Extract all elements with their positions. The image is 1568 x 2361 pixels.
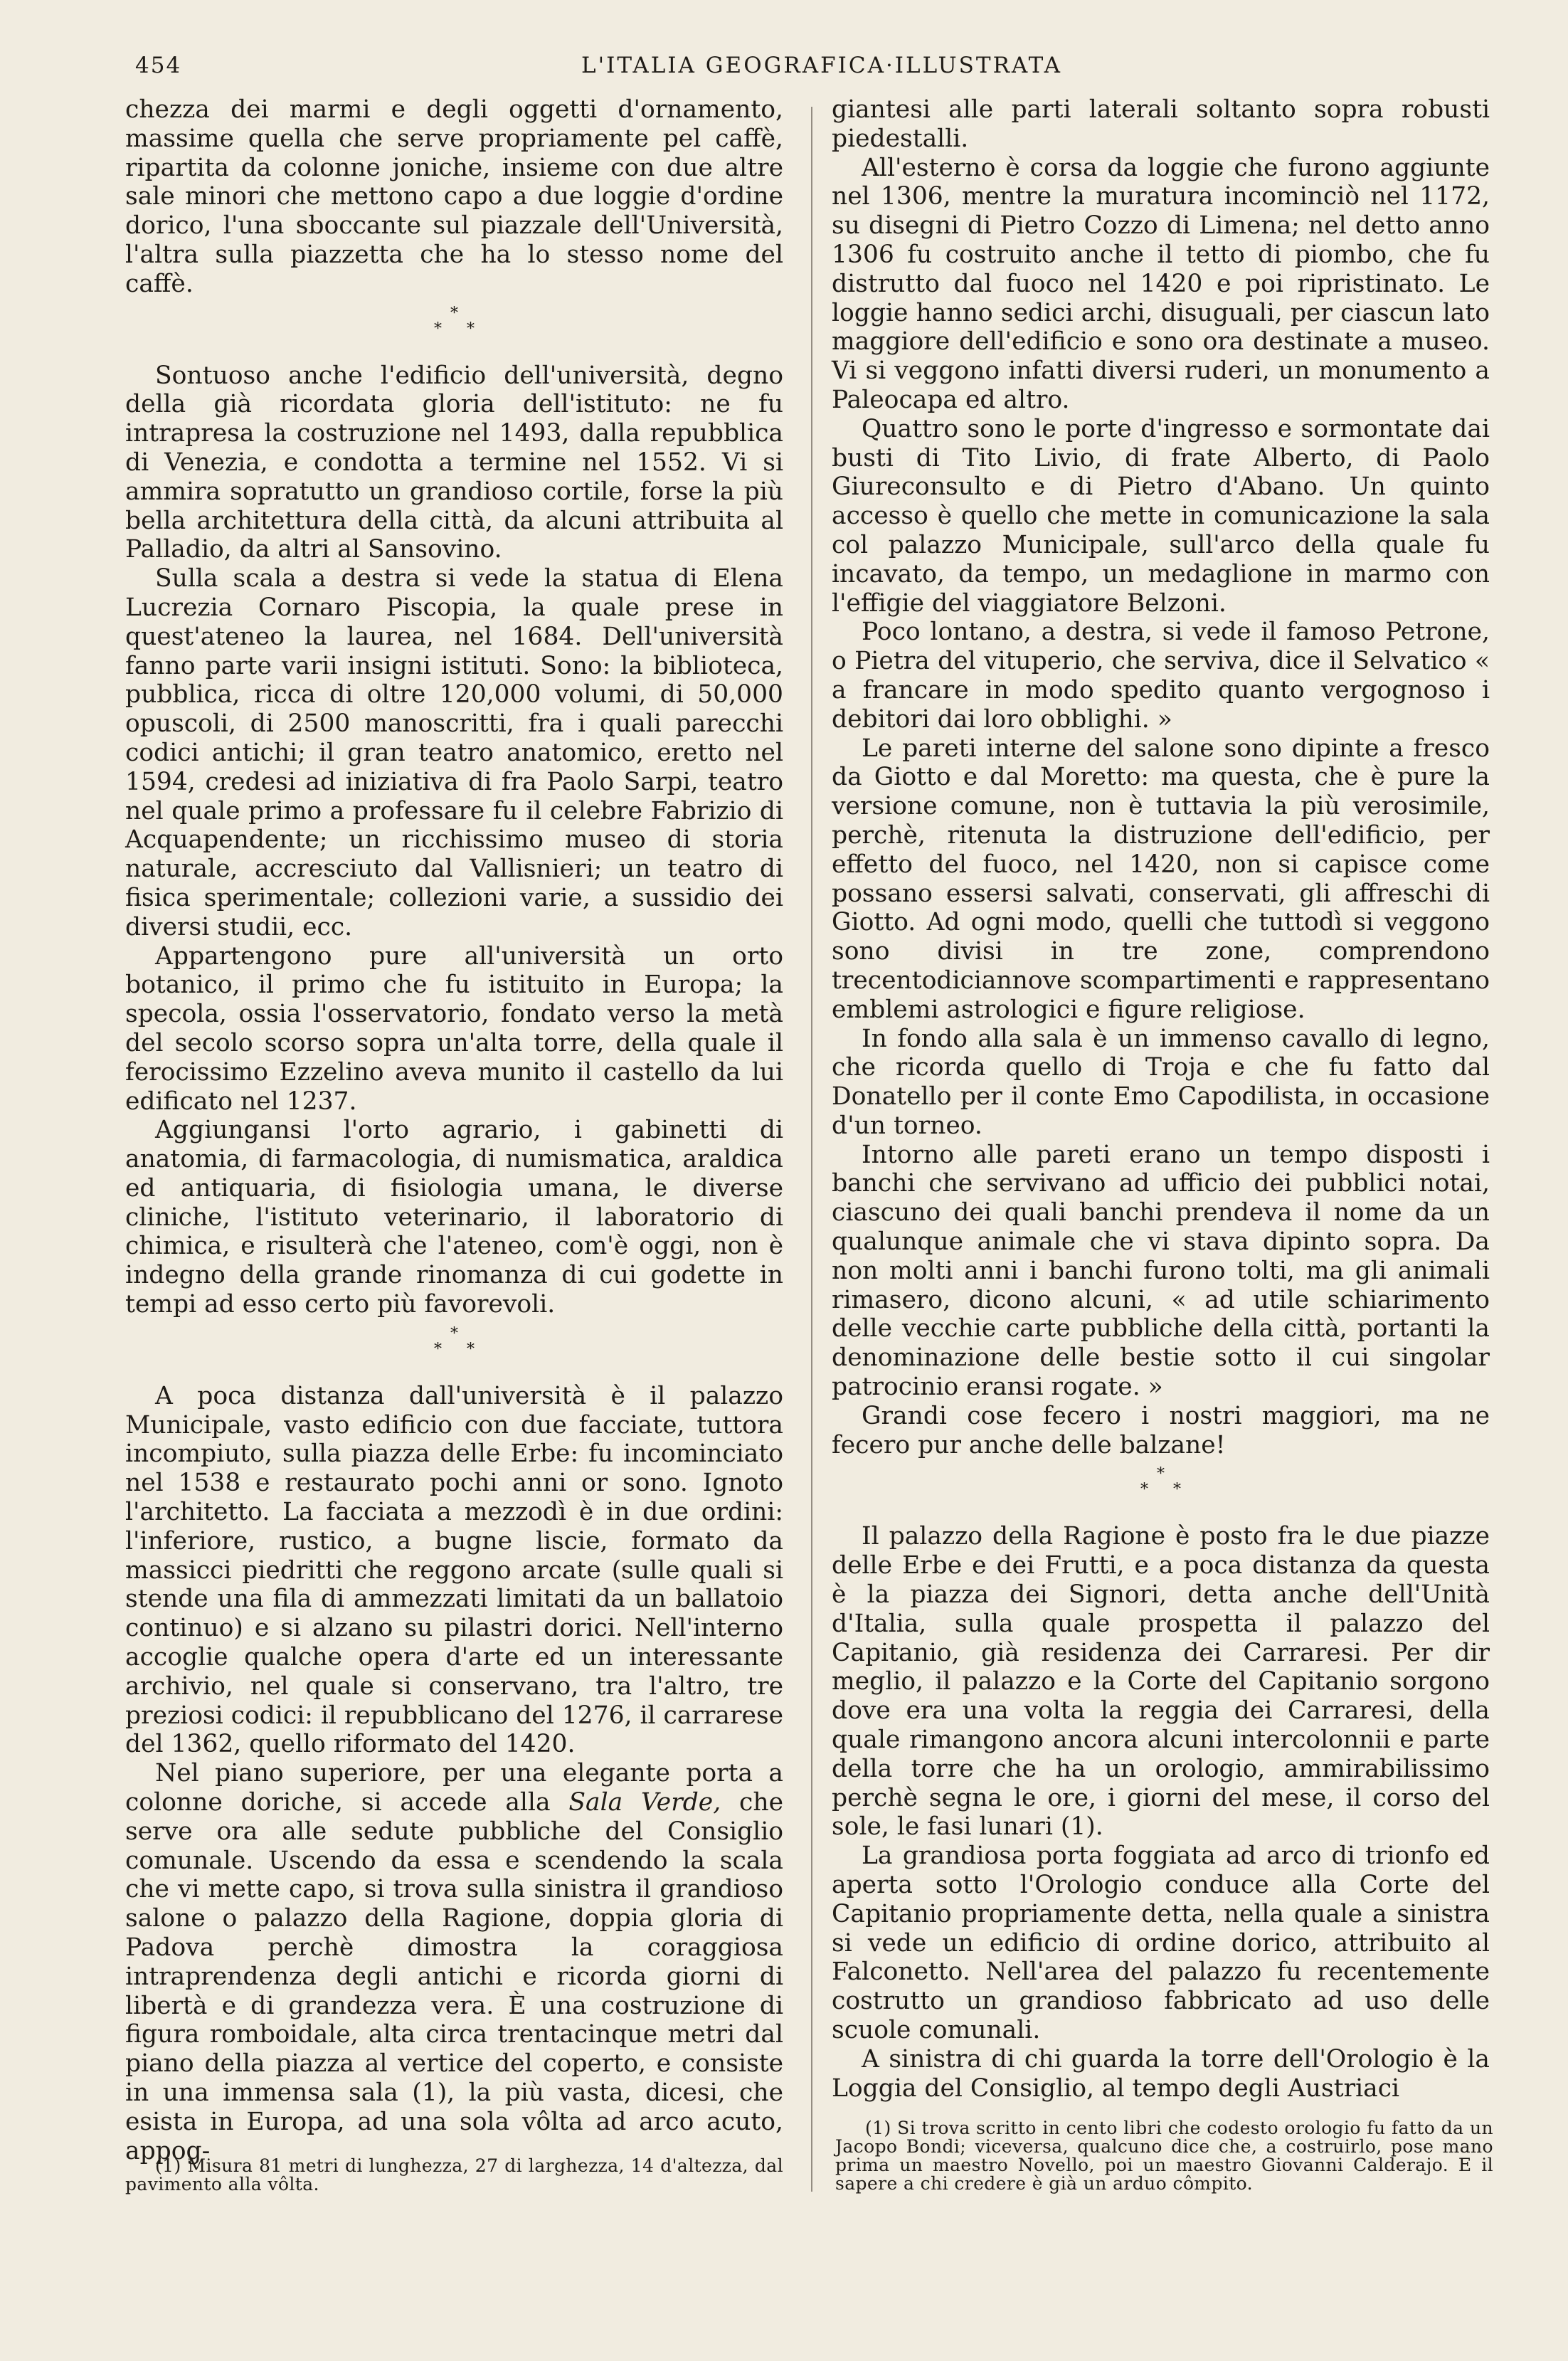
- footnote-text: (1) Si trova scritto in cento libri che codesto orologio fu fatto da un Jacopo Bondi; viceversa, qualcuno dice che, a costruirlo, pose mano prima un maestro Novello, poi un maestro Giovanni Calderajo. E il sapere a chi credere è già un arduo cômpito.: [835, 2118, 1493, 2194]
- separator-marks: * *: [1140, 1481, 1191, 1499]
- right-column: [832, 95, 1490, 2103]
- section-separator: [832, 1459, 1490, 1522]
- separator-mark: *: [450, 1324, 458, 1343]
- paragraph: Intorno alle pareti erano un tempo disposti i banchi che servivano ad ufficio dei pubblici notai, ciascuno dei quali banchi prendeva il nome da un qualunque animale che vi stava dipinto sopra. Da non molti anni i banchi furono tolti, ma gli animali rimasero, dicono alcuni, « ad utile schiarimento delle vecchie carte pubbliche della città, portanti la denominazione delle bestie sotto il cui singolar patrocinio eransi rogate. »: [832, 1140, 1490, 1402]
- paragraph: Il palazzo della Ragione è posto fra le due piazze delle Erbe e dei Frutti, e a poca distanza da questa è la piazza dei Signori, detta anche dell'Unità d'Italia, sulla quale prospetta il palazzo del Capitanio, già residenza dei Carraresi. Per dir meglio, il palazzo e la Corte del Capitanio sorgono dove era una volta la reggia dei Carraresi, della quale rimangono ancora alcuni intercolonnii e parte della torre che ha un orologio, ammirabilissimo perchè segna le ore, i giorni del mese, il corso del sole, le fasi lunari (1).: [832, 1522, 1490, 1842]
- footnote-right: [835, 2119, 1493, 2193]
- separator-marks: * *: [434, 319, 484, 338]
- column-divider: [811, 107, 812, 2192]
- paragraph: Poco lontano, a destra, si vede il famoso Petrone, o Pietra del vituperio, che serviva, dice il Selvatico « a francare in modo spedito quanto vergognoso i debitori dai loro obblighi. »: [832, 618, 1490, 734]
- paragraph-text: che serve ora alle sedute pubbliche del Consiglio comunale. Uscendo da essa e scendendo la scala che vi mette capo, si trova sulla sinistra il grandioso salone o palazzo della Ragione, doppia gloria di Padova perchè dimostra la coraggiosa intraprendenza degli antichi e ricorda giorni di libertà e di grandezza vera. È una costruzione di figura romboidale, alta circa trentacinque metri dal piano della piazza al vertice del coperto, e consiste in una immensa sala (1), la più vasta, dicesi, che esista in Europa, ad una sola vôlta ad arco acuto, appog-: [125, 1788, 783, 2165]
- footnote-text: (1) Misura 81 metri di lunghezza, 27 di larghezza, 14 d'altezza, dal pavimento alla vôlta.: [125, 2155, 783, 2194]
- paragraph: [125, 1759, 783, 2165]
- left-column: [125, 95, 783, 2165]
- paragraph: Grandi cose fecero i nostri maggiori, ma ne fecero pur anche delle balzane!: [832, 1401, 1490, 1459]
- paragraph: giantesi alle parti laterali soltanto sopra robusti piedestalli.: [832, 95, 1490, 153]
- separator-mark: *: [450, 304, 458, 322]
- italic-term: Sala Verde,: [568, 1788, 721, 1817]
- page-header: [135, 53, 1508, 88]
- paragraph: Sulla scala a destra si vede la statua di Elena Lucrezia Cornaro Piscopia, la quale prese in quest'ateneo la laurea, nel 1684. Dell'università fanno parte varii insigni istituti. Sono: la biblioteca, pubblica, ricca di oltre 120,000 volumi, di 50,000 opuscoli, di 2500 manoscritti, fra i quali parecchi codici antichi; il gran teatro anatomico, eretto nel 1594, credesi ad iniziativa di fra Paolo Sarpi, teatro nel quale primo a professare fu il celebre Fabrizio di Acquapendente; un ricchissimo museo di storia naturale, accresciuto dal Vallisnieri; un teatro di fisica sperimentale; collezioni varie, a sussidio dei diversi studii, ecc.: [125, 564, 783, 941]
- paragraph: La grandiosa porta foggiata ad arco di trionfo ed aperta sotto l'Orologio conduce alla Corte del Capitanio propriamente detta, nella quale a sinistra si vede un edificio di ordine dorico, attribuito al Falconetto. Nell'area del palazzo fu recentemente costrutto un grandioso fabbricato ad uso delle scuole comunali.: [832, 1842, 1490, 2044]
- paragraph: Aggiungansi l'orto agrario, i gabinetti di anatomia, di farmacologia, di numismatica, araldica ed antiquaria, di fisiologia umana, le diverse cliniche, l'istituto veterinario, il laboratorio di chimica, e risulterà che l'ateneo, com'è oggi, non è indegno della grande rinomanza di cui godette in tempi ad esso certo più favorevoli.: [125, 1116, 783, 1319]
- section-separator: [125, 299, 783, 361]
- separator-mark: *: [1157, 1465, 1165, 1484]
- paragraph: Sontuoso anche l'edificio dell'università, degno della già ricordata gloria dell'istituto: ne fu intrapresa la costruzione nel 1493, dalla repubblica di Venezia, e condotta a termine nel 1552. Vi si ammira sopratutto un grandioso cortile, forse la più bella architettura della città, da alcuni attribuita al Palladio, da altri al Sansovino.: [125, 361, 783, 564]
- paragraph: A sinistra di chi guarda la torre dell'Orologio è la Loggia del Consiglio, al tempo degli Austriaci: [832, 2044, 1490, 2103]
- page-number: 454: [135, 53, 182, 78]
- paragraph: Quattro sono le porte d'ingresso e sormontate dai busti di Tito Livio, di frate Alberto, di Paolo Giureconsulto e di Pietro d'Abano. Un quinto accesso è quello che mette in comunicazione la sala col palazzo Municipale, sull'arco della quale fu incavato, da tempo, un medaglione in marmo con l'effigie del viaggiatore Belzoni.: [832, 414, 1490, 618]
- paragraph: In fondo alla sala è un immenso cavallo di legno, che ricorda quello di Troja e che fu fatto dal Donatello per il conte Emo Capodilista, in occasione d'un torneo.: [832, 1024, 1490, 1140]
- paragraph: All'esterno è corsa da loggie che furono aggiunte nel 1306, mentre la muratura incominciò nel 1172, su disegni di Pietro Cozzo di Limena; nel detto anno 1306 fu costruito anche il tetto di piombo, che fu distrutto dal fuoco nel 1420 e poi ripristinato. Le loggie hanno sedici archi, disuguali, per ciascun lato maggiore dell'edificio e sono ora destinate a museo. Vi si veggono infatti diversi ruderi, un monumento a Paleocapa ed altro.: [832, 153, 1490, 414]
- paragraph: chezza dei marmi e degli oggetti d'ornamento, massime quella che serve propriamente pel caffè, ripartita da colonne joniche, insieme con due altre sale minori che mettono capo a due loggie d'ordine dorico, l'una sboccante sul piazzale dell'Università, l'altra sulla piazzetta che ha lo stesso nome del caffè.: [125, 95, 783, 298]
- paragraph: Le pareti interne del salone sono dipinte a fresco da Giotto e dal Moretto: ma questa, che è pure la versione comune, non è tuttavia la più verosimile, perchè, ritenuta la distruzione dell'edificio, per effetto del fuoco, nel 1420, non si capisce come possano essersi salvati, conservati, gli affreschi di Giotto. Ad ogni modo, quelli che tuttodì si veggono sono divisi in tre zone, comprendono trecentodiciannove scompartimenti e rappresentano emblemi astrologici e figure religiose.: [832, 734, 1490, 1024]
- running-title: L'ITALIA GEOGRAFICA·ILLUSTRATA: [581, 53, 1062, 78]
- paragraph-text: Nel piano superiore, per una elegante porta a colonne doriche, si accede alla: [125, 1759, 783, 1817]
- footnote-left: [125, 2157, 783, 2194]
- separator-marks: * *: [434, 1340, 484, 1358]
- paragraph: A poca distanza dall'università è il palazzo Municipale, vasto edificio con due facciate, tuttora incompiuto, sulla piazza delle Erbe: fu incominciato nel 1538 e restaurato pochi anni or sono. Ignoto l'architetto. La facciata a mezzodì è in due ordini: l'inferiore, rustico, a bugne liscie, formato da massicci piedritti che reggono arcate (sulle quali si stende una fila di ammezzati limitati da un ballatoio continuo) e si alzano su pilastri dorici. Nell'interno accoglie qualche opera d'arte ed un interessante archivio, nel quale si conservano, tra l'altro, tre preziosi codici: il repubblicano del 1276, il carrarese del 1362, quello riformato del 1420.: [125, 1381, 783, 1759]
- section-separator: [125, 1319, 783, 1382]
- paragraph: Appartengono pure all'università un orto botanico, il primo che fu istituito in Europa; la specola, ossia l'osservatorio, fondato verso la metà del secolo scorso sopra un'alta torre, della quale il ferocissimo Ezzelino aveva munito il castello da lui edificato nel 1237.: [125, 941, 783, 1116]
